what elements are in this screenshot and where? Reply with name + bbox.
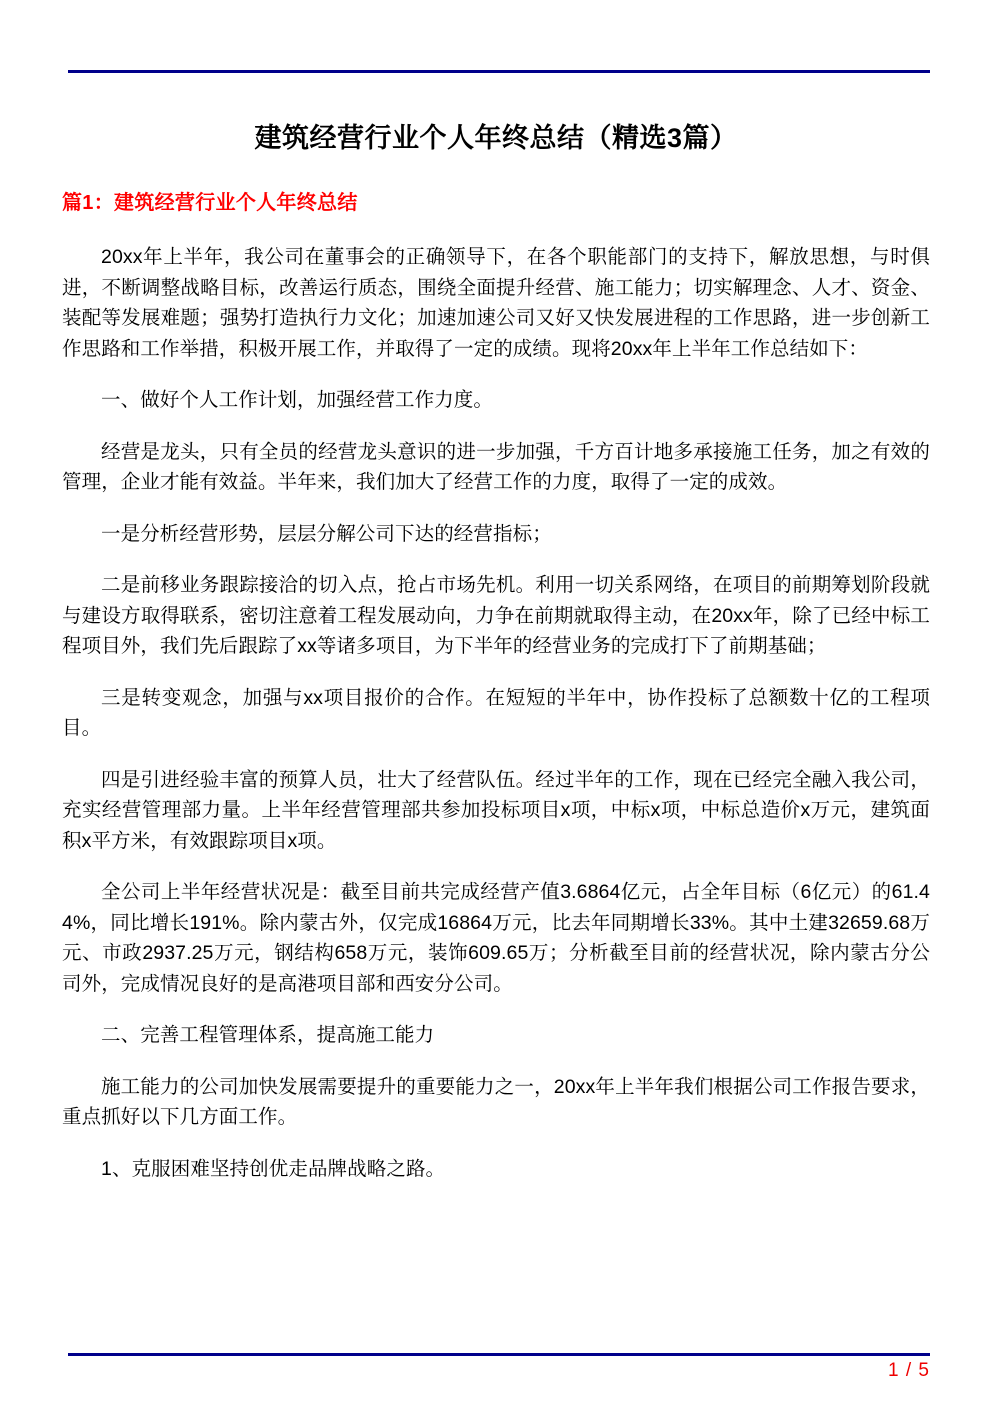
paragraph-point-one: 一是分析经营形势，层层分解公司下达的经营指标； — [101, 522, 552, 545]
header-rule-divider — [68, 70, 930, 73]
paragraph-point-three: 三是转变观念，加强与xx项目报价的合作。在短短的半年中，协作投标了总额数十亿的工程项目。 — [62, 686, 930, 739]
page-number: 1 / 5 — [888, 1360, 930, 1381]
section-heading-part-1: 篇1：建筑经营行业个人年终总结 — [62, 192, 358, 214]
paragraph-construction-capability: 施工能力的公司加快发展需要提升的重要能力之一，20xx年上半年我们根据公司工作报告要求，重点抓好以下几方面工作。 — [62, 1075, 930, 1128]
paragraph-business-leader: 经营是龙头，只有全员的经营龙头意识的进一步加强，千方百计地多承接施工任务，加之有效的管理，企业才能有效益。半年来，我们加大了经营工作的力度，取得了一定的成效。 — [62, 440, 930, 493]
paragraph-company-results: 全公司上半年经营状况是：截至目前共完成经营产值3.6864亿元，占全年目标（6亿元）的61.44%，同比增长191%。除内蒙古外，仅完成16864万元，比去年同期增长33%。其中土建32659.68万元、市政2937.25万元，钢结构658万元，装饰609.65万；分析截至目前的经营状况，除内蒙古分公司外，完成情况良好的是高港项目部和西安分公司。 — [62, 881, 930, 995]
footer-rule-divider — [68, 1353, 930, 1356]
page-title: 建筑经营行业个人年终总结（精选3篇） — [254, 123, 738, 153]
paragraph-heading-two: 二、完善工程管理体系，提高施工能力 — [101, 1024, 435, 1046]
document-content — [62, 104, 930, 1184]
paragraph-point-two: 二是前移业务跟踪接洽的切入点，抢占市场先机。利用一切关系网络，在项目的前期筹划阶段就与建设方取得联系，密切注意着工程发展动向，力争在前期就取得主动，在20xx年，除了已经中标工程项目外，我们先后跟踪了xx等诸多项目，为下半年的经营业务的完成打下了前期基础； — [62, 574, 930, 657]
paragraph-heading-one: 一、做好个人工作计划，加强经营工作力度。 — [101, 389, 494, 411]
paragraph-item-one: 1、克服困难坚持创优走品牌战略之路。 — [101, 1157, 446, 1180]
paragraph-point-four: 四是引进经验丰富的预算人员，壮大了经营队伍。经过半年的工作，现在已经完全融入我公司，充实经营管理部力量。上半年经营管理部共参加投标项目x项，中标x项，中标总造价x万元，建筑面积x平方米，有效跟踪项目x项。 — [62, 768, 930, 852]
paragraph-intro: 20xx年上半年，我公司在董事会的正确领导下，在各个职能部门的支持下，解放思想，与时俱进，不断调整战略目标，改善运行质态，围绕全面提升经营、施工能力；切实解理念、人才、资金、装配等发展难题；强势打造执行力文化；加速加速公司又好又快发展进程的工作思路，进一步创新工作思路和工作举措，积极开展工作，并取得了一定的成绩。现将20xx年上半年工作总结如下： — [62, 246, 930, 360]
